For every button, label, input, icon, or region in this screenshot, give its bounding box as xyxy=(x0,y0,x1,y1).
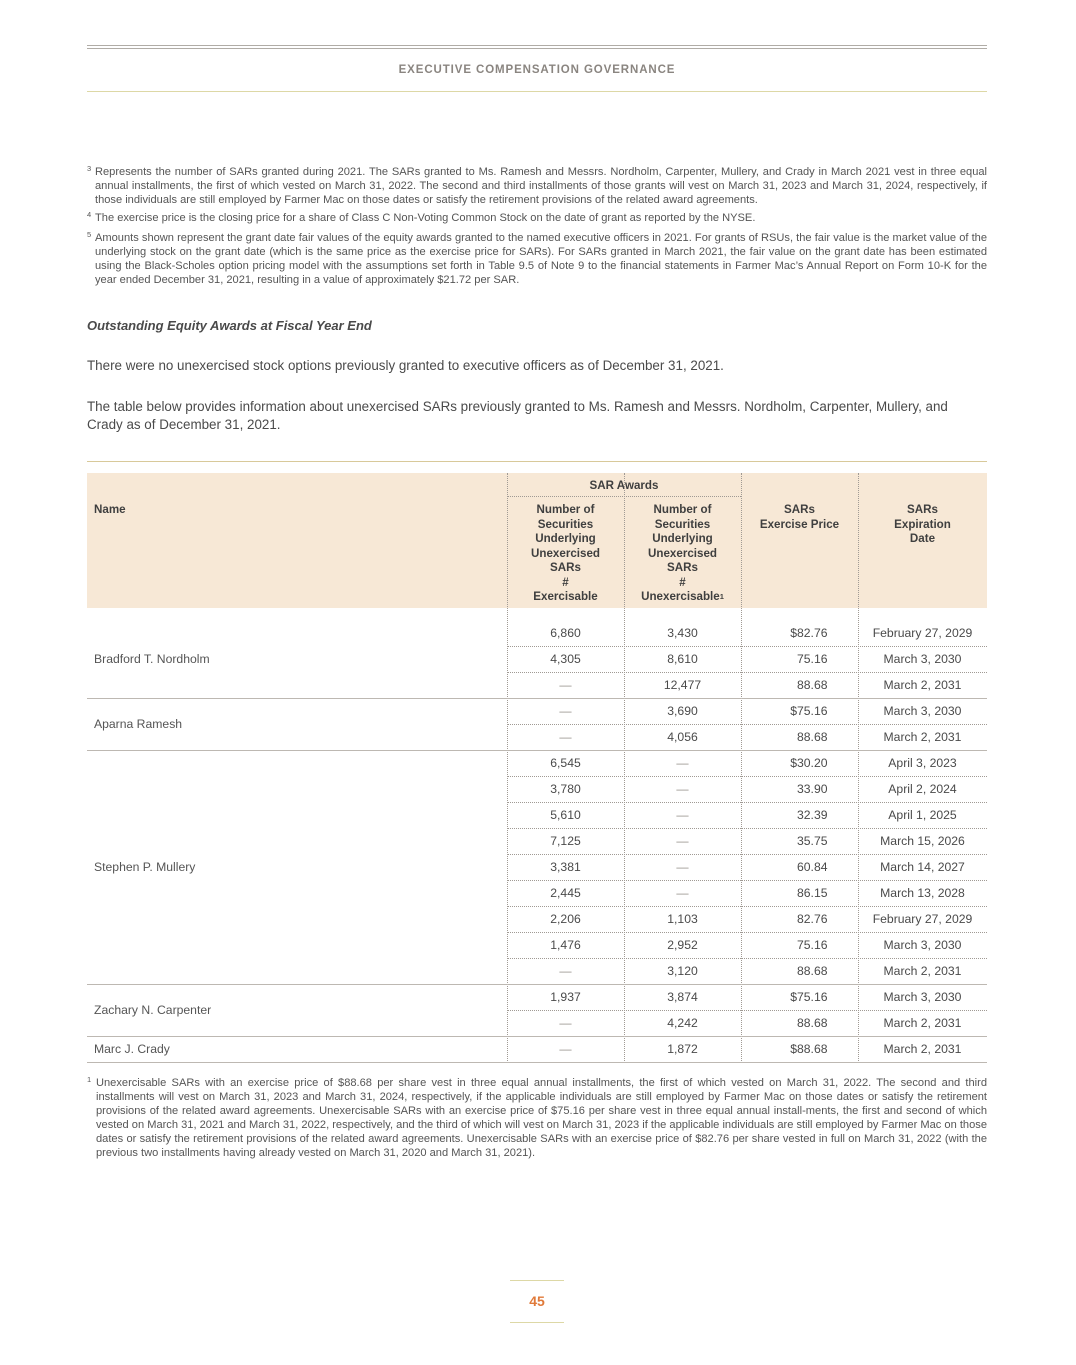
cell-unexercisable-value: 3,690 xyxy=(667,704,698,718)
cell-unexercisable-value: 3,430 xyxy=(667,626,698,640)
cell-unexercisable xyxy=(624,1010,741,1036)
cell-exercise-price xyxy=(741,828,858,854)
cell-expiration-date-value: March 3, 2030 xyxy=(883,704,962,718)
header-line: Unexercised xyxy=(648,546,717,560)
cell-exercisable xyxy=(507,646,624,672)
cell-unexercisable xyxy=(624,906,741,932)
header-line: Unexercised xyxy=(531,546,600,560)
cell-unexercisable-value: — xyxy=(676,756,689,770)
header-line: SARs xyxy=(550,561,581,574)
cell-exercise-price xyxy=(741,932,858,958)
footnote-1-text: Unexercisable SARs with an exercise price of $88.68 per share vest in three equal annual installments, the first of which vested on March 31, 2022. The second and third installments will vest on March 31, 2023 and March 31, 2024, respectively, if the applicable individuals are still employed by Farmer Mac on those dates or satisfy the retirement provisions of the related award agreements. Unexercisable SARs with an exercise price of $75.16 per share vest in three equal annual install-ments, the first and second of which vested on March 31, 2021 and March 31, 2022, respectively, and the third of which will vest on March 31, 2023 if the applicable individuals are still employed by Farmer Mac on those dates or satisfy the retirement provisions of the related award agreements. Unexercisable SARs with an exercise price of $82.76 per share vested in full on March 31, 2022 (with the previous two installments having already vested on March 31, 2020 and March 31, 2021). xyxy=(96,1077,987,1159)
cell-exercisable-value: 1,937 xyxy=(550,990,581,1004)
cell-expiration-date xyxy=(858,672,987,698)
cell-exercise-price-value: 32.39 xyxy=(797,808,828,822)
cell-exercise-price-value: 88.68 xyxy=(797,964,828,978)
header-line: Underlying xyxy=(652,532,713,545)
cell-exercise-price-value: $88.68 xyxy=(790,1042,828,1056)
cell-exercisable xyxy=(507,880,624,906)
table-row xyxy=(507,1036,987,1062)
cell-expiration-date-value: April 3, 2023 xyxy=(888,756,957,770)
cell-exercisable-value: 3,381 xyxy=(550,860,581,874)
cell-expiration-date xyxy=(858,1010,987,1036)
cell-exercise-price-value: 60.84 xyxy=(797,860,828,874)
cell-exercisable-value: — xyxy=(559,964,572,978)
footnote-5-text: Amounts shown represent the grant date fair values of the equity awards granted to the named executive officers in 2021. For grants of RSUs, the fair value is the market value of the underlying stock on the grant date (which is the same price as the exercise price for SARs). For SARs granted in March 2021, the fair value on the grant date has been estimated using the Black-Scholes option pricing model with the assumptions set forth in Table 9.5 of Note 9 to the financial statements in Farmer Mac’s Annual Report on Form 10-K for the year ended December 31, 2021, resulting in a value of approximately $21.72 per SAR. xyxy=(95,232,987,286)
table-row xyxy=(507,724,987,750)
cell-unexercisable xyxy=(624,672,741,698)
cell-exercise-price-value: 75.16 xyxy=(797,938,828,952)
cell-expiration-date xyxy=(858,620,987,646)
cell-exercise-price-value: 75.16 xyxy=(797,652,828,666)
footnote-1-mark: 1 xyxy=(87,1075,92,1084)
cell-unexercisable-value: 4,056 xyxy=(667,730,698,744)
cell-expiration-date-value: March 3, 2030 xyxy=(883,990,962,1004)
cell-exercise-price xyxy=(741,776,858,802)
cell-exercisable-value: 6,860 xyxy=(550,626,581,640)
cell-unexercisable xyxy=(624,828,741,854)
intro-paragraph-2: The table below provides information about unexercised SARs previously granted to Ms. Ramesh and Messrs. Nordholm, Carpenter, Mullery, and Crady as of December 31, 2021. xyxy=(87,399,948,432)
cell-expiration-date xyxy=(858,984,987,1010)
cell-exercisable xyxy=(507,802,624,828)
footnote-5 xyxy=(87,231,987,287)
table-row xyxy=(507,620,987,646)
cell-unexercisable-value: 3,120 xyxy=(667,964,698,978)
cell-exercisable-value: 3,780 xyxy=(550,782,581,796)
page-number-rule-top xyxy=(510,1280,564,1281)
cell-exercisable xyxy=(507,932,624,958)
cell-expiration-date-value: March 2, 2031 xyxy=(883,730,962,744)
cell-exercise-price-value: $82.76 xyxy=(790,626,828,640)
cell-unexercisable-value: — xyxy=(676,782,689,796)
cell-exercise-price xyxy=(741,1010,858,1036)
cell-unexercisable-value: — xyxy=(676,860,689,874)
cell-expiration-date-value: March 14, 2027 xyxy=(880,860,965,874)
cell-exercisable xyxy=(507,854,624,880)
cell-exercise-price-value: 33.90 xyxy=(797,782,828,796)
cell-expiration-date xyxy=(858,932,987,958)
cell-expiration-date-value: March 15, 2026 xyxy=(880,834,965,848)
header-line: SARs xyxy=(784,503,815,516)
header-line: Securities xyxy=(537,517,594,531)
header-underline xyxy=(87,91,987,92)
cell-expiration-date-value: March 2, 2031 xyxy=(883,678,962,692)
cell-exercisable xyxy=(507,828,624,854)
cell-exercisable xyxy=(507,776,624,802)
executive-name: Zachary N. Carpenter xyxy=(94,1003,212,1017)
cell-exercise-price xyxy=(741,1036,858,1062)
cell-unexercisable xyxy=(624,984,741,1010)
table-row xyxy=(507,984,987,1010)
column-header-exercise-price xyxy=(741,503,858,532)
cell-expiration-date xyxy=(858,724,987,750)
cell-exercisable-value: — xyxy=(559,1042,572,1056)
cell-exercisable xyxy=(507,724,624,750)
page-number-rule-bottom xyxy=(510,1322,564,1323)
table-row xyxy=(507,958,987,984)
cell-exercise-price-value: 88.68 xyxy=(797,678,828,692)
cell-expiration-date-value: March 3, 2030 xyxy=(883,938,962,952)
cell-exercisable-value: 4,305 xyxy=(550,652,581,666)
running-header: EXECUTIVE COMPENSATION GOVERNANCE xyxy=(398,64,676,76)
table-row xyxy=(507,802,987,828)
cell-unexercisable-value: 8,610 xyxy=(667,652,698,666)
cell-expiration-date xyxy=(858,646,987,672)
cell-unexercisable xyxy=(624,932,741,958)
cell-exercise-price-value: 88.68 xyxy=(797,730,828,744)
cell-exercisable-value: — xyxy=(559,678,572,692)
footnote-3-text: Represents the number of SARs granted during 2021. The SARs granted to Ms. Ramesh and Messrs. Nordholm, Carpenter, Mullery, and Crady in March 2021 vest in three equal annual installments, the first of which vested on March 31, 2022. The second and third installments of those grants will vest on March 31, 2023 and March 31, 2024, respectively, if those individuals are still employed by Farmer Mac on those dates or satisfy the retirement provisions of the related award agreements. xyxy=(95,166,987,206)
column-header-exercisable xyxy=(507,503,624,605)
header-rule-bottom xyxy=(87,48,987,49)
cell-expiration-date-value: April 1, 2025 xyxy=(888,808,957,822)
cell-expiration-date xyxy=(858,776,987,802)
cell-exercisable-value: — xyxy=(559,704,572,718)
cell-exercisable-value: 2,206 xyxy=(550,912,581,926)
cell-exercise-price xyxy=(741,750,858,776)
cell-exercise-price xyxy=(741,906,858,932)
cell-expiration-date xyxy=(858,698,987,724)
cell-unexercisable-value: 1,872 xyxy=(667,1042,698,1056)
executive-name: Stephen P. Mullery xyxy=(94,860,196,874)
column-header-name: Name xyxy=(94,503,126,516)
header-line: Number of xyxy=(536,503,595,516)
cell-unexercisable-value: 3,874 xyxy=(667,990,698,1004)
page-number: 45 xyxy=(529,1293,545,1309)
cell-exercisable-value: 1,476 xyxy=(550,938,581,952)
cell-expiration-date-value: February 27, 2029 xyxy=(872,626,973,640)
table-row xyxy=(507,906,987,932)
intro-paragraph-1: There were no unexercised stock options previously granted to executive officers as of December 31, 2021. xyxy=(87,358,724,373)
cell-unexercisable xyxy=(624,802,741,828)
header-line: Date xyxy=(909,532,936,545)
cell-unexercisable-value: 4,242 xyxy=(667,1016,698,1030)
cell-exercise-price xyxy=(741,880,858,906)
cell-unexercisable xyxy=(624,880,741,906)
cell-exercisable xyxy=(507,672,624,698)
table-row xyxy=(507,672,987,698)
cell-unexercisable-value: — xyxy=(676,834,689,848)
cell-exercise-price-value: $75.16 xyxy=(790,990,828,1004)
cell-unexercisable-value: 2,952 xyxy=(667,938,698,952)
group-divider xyxy=(87,1062,987,1063)
cell-exercisable-value: 6,545 xyxy=(550,756,581,770)
cell-exercisable xyxy=(507,1036,624,1062)
cell-exercise-price xyxy=(741,854,858,880)
cell-unexercisable xyxy=(624,854,741,880)
cell-expiration-date xyxy=(858,880,987,906)
column-header-unexercisable xyxy=(624,503,741,605)
cell-exercise-price xyxy=(741,802,858,828)
header-line: SARs xyxy=(907,503,938,516)
cell-exercise-price-value: 82.76 xyxy=(797,912,828,926)
cell-expiration-date xyxy=(858,958,987,984)
cell-unexercisable-value: 12,477 xyxy=(663,678,702,692)
cell-unexercisable xyxy=(624,620,741,646)
cell-unexercisable xyxy=(624,646,741,672)
table-row xyxy=(507,646,987,672)
cell-expiration-date xyxy=(858,802,987,828)
header-rule-top xyxy=(87,45,987,46)
cell-exercise-price-value: $75.16 xyxy=(790,704,828,718)
cell-exercise-price xyxy=(741,724,858,750)
header-line: Number of xyxy=(653,503,712,516)
executive-name: Marc J. Crady xyxy=(94,1042,170,1056)
cell-unexercisable xyxy=(624,958,741,984)
table-row xyxy=(507,828,987,854)
table-top-rule xyxy=(87,461,987,462)
cell-exercisable xyxy=(507,906,624,932)
header-line: Exercise Price xyxy=(759,517,840,531)
cell-expiration-date-value: February 27, 2029 xyxy=(872,912,973,926)
footnote-4-text: The exercise price is the closing price for a share of Class C Non-Voting Common Stock on the date of grant as reported by the NYSE. xyxy=(95,212,756,224)
cell-expiration-date xyxy=(858,854,987,880)
footnote-3-mark: 3 xyxy=(87,164,92,173)
cell-exercise-price xyxy=(741,620,858,646)
cell-exercisable xyxy=(507,750,624,776)
cell-exercisable-value: — xyxy=(559,730,572,744)
footnote-ref-1: 1 xyxy=(719,592,724,601)
header-line: Exercisable xyxy=(533,590,598,603)
header-line-text: Unexercisable xyxy=(641,590,720,603)
cell-exercisable xyxy=(507,620,624,646)
cell-exercisable xyxy=(507,698,624,724)
cell-expiration-date-value: March 3, 2030 xyxy=(883,652,962,666)
cell-unexercisable-value: — xyxy=(676,886,689,900)
cell-expiration-date xyxy=(858,1036,987,1062)
table-row xyxy=(507,698,987,724)
column-header-expiration xyxy=(858,503,987,547)
cell-exercise-price xyxy=(741,984,858,1010)
header-line: Expiration xyxy=(894,517,951,531)
footnote-5-mark: 5 xyxy=(87,230,92,239)
cell-exercise-price xyxy=(741,698,858,724)
header-line: Underlying xyxy=(535,532,596,545)
footnote-3 xyxy=(87,165,987,207)
table-row xyxy=(507,880,987,906)
table-row xyxy=(507,1010,987,1036)
cell-unexercisable xyxy=(624,698,741,724)
header-line: # xyxy=(679,575,686,589)
cell-exercise-price-value: 35.75 xyxy=(797,834,828,848)
cell-unexercisable xyxy=(624,776,741,802)
footnote-4-mark: 4 xyxy=(87,210,92,219)
column-group-header: SAR Awards xyxy=(589,479,659,492)
cell-exercisable xyxy=(507,1010,624,1036)
cell-exercise-price-value: $30.20 xyxy=(790,756,828,770)
cell-exercise-price xyxy=(741,672,858,698)
table-row xyxy=(507,750,987,776)
cell-expiration-date-value: March 2, 2031 xyxy=(883,964,962,978)
cell-unexercisable xyxy=(624,750,741,776)
cell-expiration-date-value: March 2, 2031 xyxy=(883,1016,962,1030)
cell-exercise-price-value: 88.68 xyxy=(797,1016,828,1030)
cell-expiration-date xyxy=(858,906,987,932)
cell-expiration-date xyxy=(858,750,987,776)
table-row xyxy=(507,776,987,802)
footnote-4 xyxy=(87,211,987,225)
footnote-1 xyxy=(87,1076,987,1160)
table-row xyxy=(507,932,987,958)
cell-unexercisable-value: — xyxy=(676,808,689,822)
cell-exercise-price xyxy=(741,958,858,984)
cell-exercisable-value: 7,125 xyxy=(550,834,581,848)
cell-exercise-price xyxy=(741,646,858,672)
cell-exercisable-value: 5,610 xyxy=(550,808,581,822)
cell-exercisable xyxy=(507,984,624,1010)
table-row xyxy=(507,854,987,880)
cell-unexercisable xyxy=(624,1036,741,1062)
cell-expiration-date xyxy=(858,828,987,854)
cell-expiration-date-value: March 2, 2031 xyxy=(883,1042,962,1056)
header-line: SARs xyxy=(667,561,698,574)
cell-unexercisable-value: 1,103 xyxy=(667,912,698,926)
cell-exercisable xyxy=(507,958,624,984)
cell-expiration-date-value: April 2, 2024 xyxy=(888,782,957,796)
cell-expiration-date-value: March 13, 2028 xyxy=(880,886,965,900)
cell-exercisable-value: 2,445 xyxy=(550,886,581,900)
header-line xyxy=(624,590,741,605)
executive-name: Aparna Ramesh xyxy=(94,717,183,731)
header-line: # xyxy=(562,575,569,589)
cell-exercisable-value: — xyxy=(559,1016,572,1030)
executive-name: Bradford T. Nordholm xyxy=(94,652,210,666)
cell-exercise-price-value: 86.15 xyxy=(797,886,828,900)
section-title: Outstanding Equity Awards at Fiscal Year End xyxy=(87,318,372,333)
cell-unexercisable xyxy=(624,724,741,750)
header-line: Securities xyxy=(654,517,711,531)
